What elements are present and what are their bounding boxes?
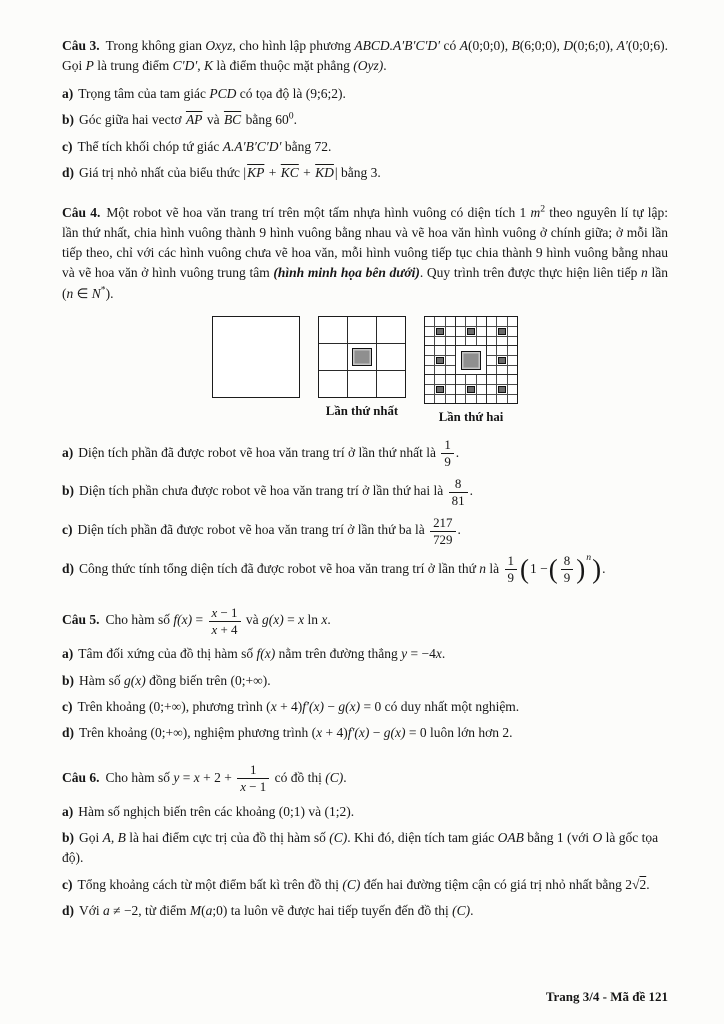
math-var: g(x)	[124, 672, 146, 688]
math-var: PCD	[209, 85, 237, 101]
math-var: N	[91, 286, 101, 301]
grid-cell	[435, 375, 444, 384]
question-4-item-d	[62, 553, 668, 586]
grid-cell	[456, 385, 465, 394]
grid-cell	[508, 385, 517, 394]
item-text: Diện tích phần chưa được robot vẽ hoa văn trang trí ở lần thứ hai là $\frac{8}{81}$ .	[79, 476, 473, 509]
math-var: A.A′B′C′D′	[222, 138, 282, 154]
paren-group: ( 1 − ( $\frac{8}{9}$ ) $^n$ )	[520, 552, 602, 586]
grid-cell	[456, 375, 486, 403]
item-text: Hàm số g(x) đồng biến trên (0;+∞).	[79, 672, 271, 688]
item-label: b)	[62, 483, 75, 499]
grid-cell	[456, 346, 486, 374]
sub-grid	[456, 375, 486, 403]
grid-cell	[348, 344, 376, 370]
question-3-intro	[62, 36, 668, 77]
question-3-intro-text: Trong không gian Oxyz, cho hình lập phương ABCD.A′B′C′D′ có A(0;0;0), B(6;0;0), D(0;6;0), A′(0;0;6). Gọi P là trung điểm C′D′, K là điểm thuộc mặt phẳng (Oyz).	[62, 38, 668, 74]
sub-grid	[456, 317, 486, 345]
grid-cell	[425, 327, 434, 336]
math-var: D	[563, 38, 574, 53]
question-6-intro	[62, 762, 668, 795]
item-text: Trên khoảng (0;+∞), phương trình (x + 4)f′(x) − g(x) = 0 có duy nhất một nghiệm.	[77, 698, 520, 714]
question-3-label: Câu 3.	[62, 38, 100, 53]
math-var: O	[592, 830, 603, 846]
math-var: f(x)	[256, 646, 276, 662]
question-6-item-a	[62, 802, 668, 822]
question-6-item-c	[62, 875, 668, 895]
item-text: Tổng khoảng cách từ một điểm bất kì trên đồ thị (C) đến hai đường tiệm cận có giá trị nhỏ nhất bằng 2√2.	[77, 876, 650, 892]
grid-cell	[487, 385, 496, 394]
grid-cell	[497, 317, 506, 326]
grid-cell	[425, 346, 434, 355]
math-var: g(x)	[338, 698, 361, 714]
grid-cell	[487, 317, 517, 345]
grid-cell	[425, 366, 434, 375]
item-text: Diện tích phần đã được robot vẽ hoa văn trang trí ở lần thứ nhất là $\frac{1}{9}$ .	[78, 437, 460, 470]
fraction: $\frac{217}{729}$	[430, 515, 455, 548]
grid-cell	[477, 395, 486, 404]
item-label: c)	[62, 876, 73, 892]
grid-cell	[497, 346, 506, 355]
question-4-item-c	[62, 515, 668, 548]
item-text: Trên khoảng (0;+∞), nghiệm phương trình (x + 4)f′(x) − g(x) = 0 luôn lớn hơn 2.	[79, 725, 513, 740]
figure-col-first	[318, 316, 406, 421]
grid-cell	[487, 346, 496, 355]
question-3-item-a	[62, 84, 668, 104]
item-label: a)	[62, 85, 74, 101]
math-var: f′(x)	[347, 725, 370, 740]
item-text: Trọng tâm của tam giác PCD có tọa độ là (9;6;2).	[78, 85, 346, 101]
item-label: a)	[62, 646, 74, 662]
grid-cell	[508, 356, 517, 365]
grid-cell	[477, 375, 486, 384]
pattern-motif	[498, 357, 505, 364]
pattern-motif	[352, 348, 371, 366]
grid-cell	[425, 375, 455, 403]
math-var: (C)	[342, 876, 361, 892]
math-var: m	[530, 204, 541, 220]
math-var: y	[401, 646, 408, 662]
math-var: x	[316, 725, 323, 740]
question-4-item-b	[62, 476, 668, 509]
question-6-intro-text: Cho hàm số y = x + 2 + $\frac{1}{x - 1}$ có đồ thị (C).	[105, 762, 347, 795]
grid-cell	[487, 346, 517, 374]
grid-cell	[456, 375, 465, 384]
figure-row	[62, 316, 668, 427]
q4-figure	[62, 316, 668, 427]
grid-cell	[446, 337, 455, 346]
sub-grid	[487, 346, 517, 374]
radicand: 2	[639, 876, 647, 892]
grid-cell	[435, 346, 444, 355]
grid-cell	[435, 317, 444, 326]
grid-cell	[446, 356, 455, 365]
math-var: A, B	[102, 830, 126, 846]
figure-col-second	[424, 316, 518, 427]
sub-grid	[487, 317, 517, 345]
item-text: Gọi A, B là hai điểm cực trị của đồ thị hàm số (C). Khi đó, diện tích tam giác OAB bằng 1 (với O là gốc tọa độ).	[62, 830, 659, 866]
grid-cell	[435, 337, 444, 346]
grid-cell	[446, 366, 455, 375]
pattern-motif	[498, 328, 505, 335]
fraction: $\frac{x - 1}{x + 4}$	[209, 605, 241, 638]
grid-cell	[487, 375, 496, 384]
question-3-item-d	[62, 163, 668, 183]
grid-cell	[487, 337, 496, 346]
math-var: x	[193, 769, 200, 785]
grid-cell	[466, 337, 475, 346]
grid-cell	[497, 327, 506, 336]
math-var: OAB	[497, 830, 524, 846]
vector-overline: $\overline{BC}$	[223, 112, 242, 128]
question-3-item-c	[62, 137, 668, 157]
grid-cell	[348, 371, 376, 397]
item-text: Hàm số nghịch biến trên các khoảng (0;1) và (1;2).	[78, 803, 355, 819]
grid-cell	[456, 317, 465, 326]
grid-cell	[466, 327, 475, 336]
math-var: M	[189, 902, 202, 918]
question-6-item-b	[62, 828, 668, 869]
grid-cell	[425, 395, 434, 404]
grid-cell	[435, 366, 444, 375]
grid-cell	[456, 337, 465, 346]
grid-cell	[487, 395, 496, 404]
figure-square-initial	[212, 316, 300, 398]
fraction: $\frac{8}{9}$	[561, 553, 573, 586]
grid-cell	[487, 317, 496, 326]
question-6-item-d	[62, 901, 668, 921]
math-var: y	[173, 769, 180, 785]
fraction: $\frac{1}{x - 1}$	[237, 762, 269, 795]
figure-square-second	[424, 316, 518, 404]
grid-cell	[446, 395, 455, 404]
math-var: A	[459, 38, 468, 53]
pattern-motif	[498, 386, 505, 393]
math-var: Oxyz	[205, 38, 233, 53]
grid-cell	[435, 327, 444, 336]
question-4-intro-text: Một robot vẽ hoa văn trang trí trên một tấm nhựa hình vuông có diện tích 1 $m^2$ theo nguyên lí tự lập: lần thứ nhất, chia hình vuông thành 9 hình vuông bằng nhau và vẽ hoa văn hình vuông ở chính giữa; ở mỗi lần tiếp theo, chỉ với các hình vuông chưa vẽ hoa văn, mỗi hình vuông tiếp tục chia thành 9 hình vuông bằng nhau và vẽ hoa văn ở hình vuông trung tâm (hình minh họa bên dưới). Quy trình trên được thực hiện liên tiếp n lần (n ∈ N*).	[62, 203, 668, 301]
item-text: Công thức tính tổng diện tích đã được robot vẽ hoa văn trang trí ở lần thứ n là $\frac{1}{9}$ ( 1 − ( $\frac{8}{9}$ ) $^n$ ) .	[79, 552, 606, 586]
grid-cell	[425, 317, 455, 345]
question-5-intro-text: Cho hàm số f(x) = $\frac{x - 1}{x + 4}$ và g(x) = x ln x.	[105, 604, 331, 637]
figure-square-first	[318, 316, 406, 398]
grid-cell	[446, 327, 455, 336]
grid-cell	[319, 371, 347, 397]
math-var: x	[321, 612, 328, 628]
question-4-intro	[62, 202, 668, 304]
grid-cell	[466, 395, 475, 404]
grid-cell	[497, 375, 506, 384]
grid-cell	[377, 344, 405, 370]
grid-cell	[508, 346, 517, 355]
item-label: d)	[62, 725, 75, 740]
grid-cell	[446, 317, 455, 326]
math-var: ABCD.A′B′C′D′	[354, 38, 441, 53]
question-4-item-a	[62, 437, 668, 470]
grid-cell	[508, 327, 517, 336]
math-var: n	[66, 286, 74, 301]
grid-cell	[477, 317, 486, 326]
grid-cell	[425, 385, 434, 394]
item-text: Giá trị nhỏ nhất của biểu thức $|\overline{KP} + \overline{KC} + \overline{KD}|$ bằng 3.	[79, 164, 381, 180]
math-var: (C)	[452, 902, 471, 918]
item-label: b)	[62, 112, 75, 128]
grid-cell	[477, 337, 486, 346]
grid-cell	[477, 327, 486, 336]
question-5-intro	[62, 605, 668, 638]
grid-cell	[497, 395, 506, 404]
grid-cell	[425, 317, 434, 326]
grid-cell	[497, 337, 506, 346]
paren-group: ( $\frac{8}{9}$ )	[548, 553, 586, 586]
figure-caption-2: Lần thứ hai	[438, 410, 504, 425]
grid-cell	[446, 346, 455, 355]
question-6	[62, 762, 668, 927]
grid-cell	[497, 356, 506, 365]
math-var: a	[103, 902, 110, 918]
grid-cell	[497, 366, 506, 375]
grid-cell	[446, 385, 455, 394]
item-label: a)	[62, 444, 74, 460]
pattern-motif	[436, 357, 443, 364]
grid-cell	[466, 317, 475, 326]
item-text: Thể tích khối chóp tứ giác A.A′B′C′D′ bằng 72.	[77, 138, 332, 154]
grid-cell	[497, 385, 506, 394]
item-label: a)	[62, 803, 74, 819]
math-var: K	[204, 58, 214, 74]
question-3-item-b	[62, 110, 668, 131]
grid-cell	[456, 327, 465, 336]
math-var: (Oyz)	[353, 58, 384, 74]
question-5	[62, 605, 668, 750]
sub-grid	[425, 375, 455, 403]
question-5-item-d	[62, 723, 668, 743]
question-6-label: Câu 6.	[62, 769, 100, 785]
fraction: $\frac{1}{9}$	[505, 553, 517, 586]
grid-cell	[425, 346, 455, 374]
item-text: Diện tích phần đã được robot vẽ hoa văn trang trí ở lần thứ ba là $\frac{217}{729}$ .	[77, 514, 461, 547]
math-var: (C)	[325, 769, 344, 785]
grid-cell	[477, 385, 486, 394]
grid-cell	[508, 375, 517, 384]
item-text: Tâm đối xứng của đồ thị hàm số f(x) nằm trên đường thẳng y = −4x.	[78, 646, 446, 662]
math-var: x	[298, 612, 305, 628]
grid-cell	[508, 317, 517, 326]
grid-cell	[487, 327, 496, 336]
item-label: b)	[62, 830, 75, 846]
grid-cell	[425, 375, 434, 384]
item-label: d)	[62, 560, 75, 576]
item-label: d)	[62, 902, 75, 918]
question-5-label: Câu 5.	[62, 612, 100, 628]
fraction: $\frac{8}{81}$	[449, 476, 468, 509]
math-var: C′D′	[172, 58, 198, 74]
grid-cell	[446, 375, 455, 384]
vector-overline: $\overline{KD}$	[315, 164, 334, 180]
item-text: Với a ≠ −2, từ điểm M(a;0) ta luôn vẽ được hai tiếp tuyến đến đồ thị (C).	[79, 902, 474, 918]
sub-grid	[487, 375, 517, 403]
grid-cell	[377, 317, 405, 343]
grid-cell	[508, 366, 517, 375]
fraction: $\frac{1}{9}$	[441, 437, 453, 470]
math-var: x	[211, 604, 218, 620]
vector-overline: $\overline{AP}$	[185, 112, 203, 128]
question-3	[62, 36, 668, 189]
math-var: x	[211, 621, 218, 637]
pattern-motif	[461, 351, 481, 370]
math-var: g(x)	[262, 612, 284, 628]
pattern-motif	[436, 386, 443, 393]
pattern-motif	[467, 386, 474, 393]
grid-cell	[487, 366, 496, 375]
grid-cell	[508, 337, 517, 346]
sub-grid	[425, 346, 455, 374]
question-5-item-a	[62, 644, 668, 664]
item-label: b)	[62, 672, 75, 688]
grid-cell	[508, 395, 517, 404]
question-5-item-b	[62, 671, 668, 691]
math-var: a	[205, 902, 213, 918]
figure-caption-1: Lần thứ nhất	[325, 404, 399, 419]
item-text: Góc giữa hai vectơ $\overline{AP}$ và $\overline{BC}$ bằng $60^0$.	[79, 110, 297, 128]
math-var: n	[479, 560, 487, 576]
math-var: P	[85, 58, 94, 74]
math-var: n	[641, 265, 648, 281]
grid-cell	[466, 385, 475, 394]
grid-cell	[456, 317, 486, 345]
grid-cell	[348, 317, 376, 343]
math-var: x	[270, 698, 277, 714]
item-label: c)	[62, 138, 73, 154]
grid-cell	[466, 375, 475, 384]
vector-overline: $\overline{KP}$	[247, 164, 265, 180]
item-label: d)	[62, 164, 75, 180]
question-4-label: Câu 4.	[62, 204, 101, 220]
grid-cell	[435, 356, 444, 365]
question-4	[62, 202, 668, 592]
math-var: x	[435, 646, 442, 662]
math-var: f(x)	[173, 612, 193, 628]
grid-cell	[487, 356, 496, 365]
item-label: c)	[62, 698, 73, 714]
grid-cell	[425, 356, 434, 365]
grid-cell	[377, 371, 405, 397]
grid-cell	[319, 317, 347, 343]
math-var: x	[240, 779, 247, 795]
pattern-motif	[436, 328, 443, 335]
question-5-item-c	[62, 697, 668, 717]
vector-overline: $\overline{KC}$	[280, 164, 299, 180]
grid-cell	[319, 344, 347, 370]
grid-cell	[425, 337, 434, 346]
grid-cell	[435, 395, 444, 404]
pattern-motif	[467, 328, 474, 335]
grid-cell	[435, 385, 444, 394]
grid-cell	[487, 375, 517, 403]
math-var: g(x)	[383, 725, 406, 740]
figure-col-initial	[212, 316, 300, 419]
math-var: (C)	[329, 830, 348, 846]
sub-grid	[425, 317, 455, 345]
grid-cell	[456, 395, 465, 404]
math-var: f′(x)	[302, 698, 324, 714]
math-var: A′	[616, 38, 628, 53]
math-var: B	[511, 38, 520, 53]
page-footer: Trang 3/4 - Mã đề 121	[545, 988, 668, 1004]
item-label: c)	[62, 521, 73, 537]
